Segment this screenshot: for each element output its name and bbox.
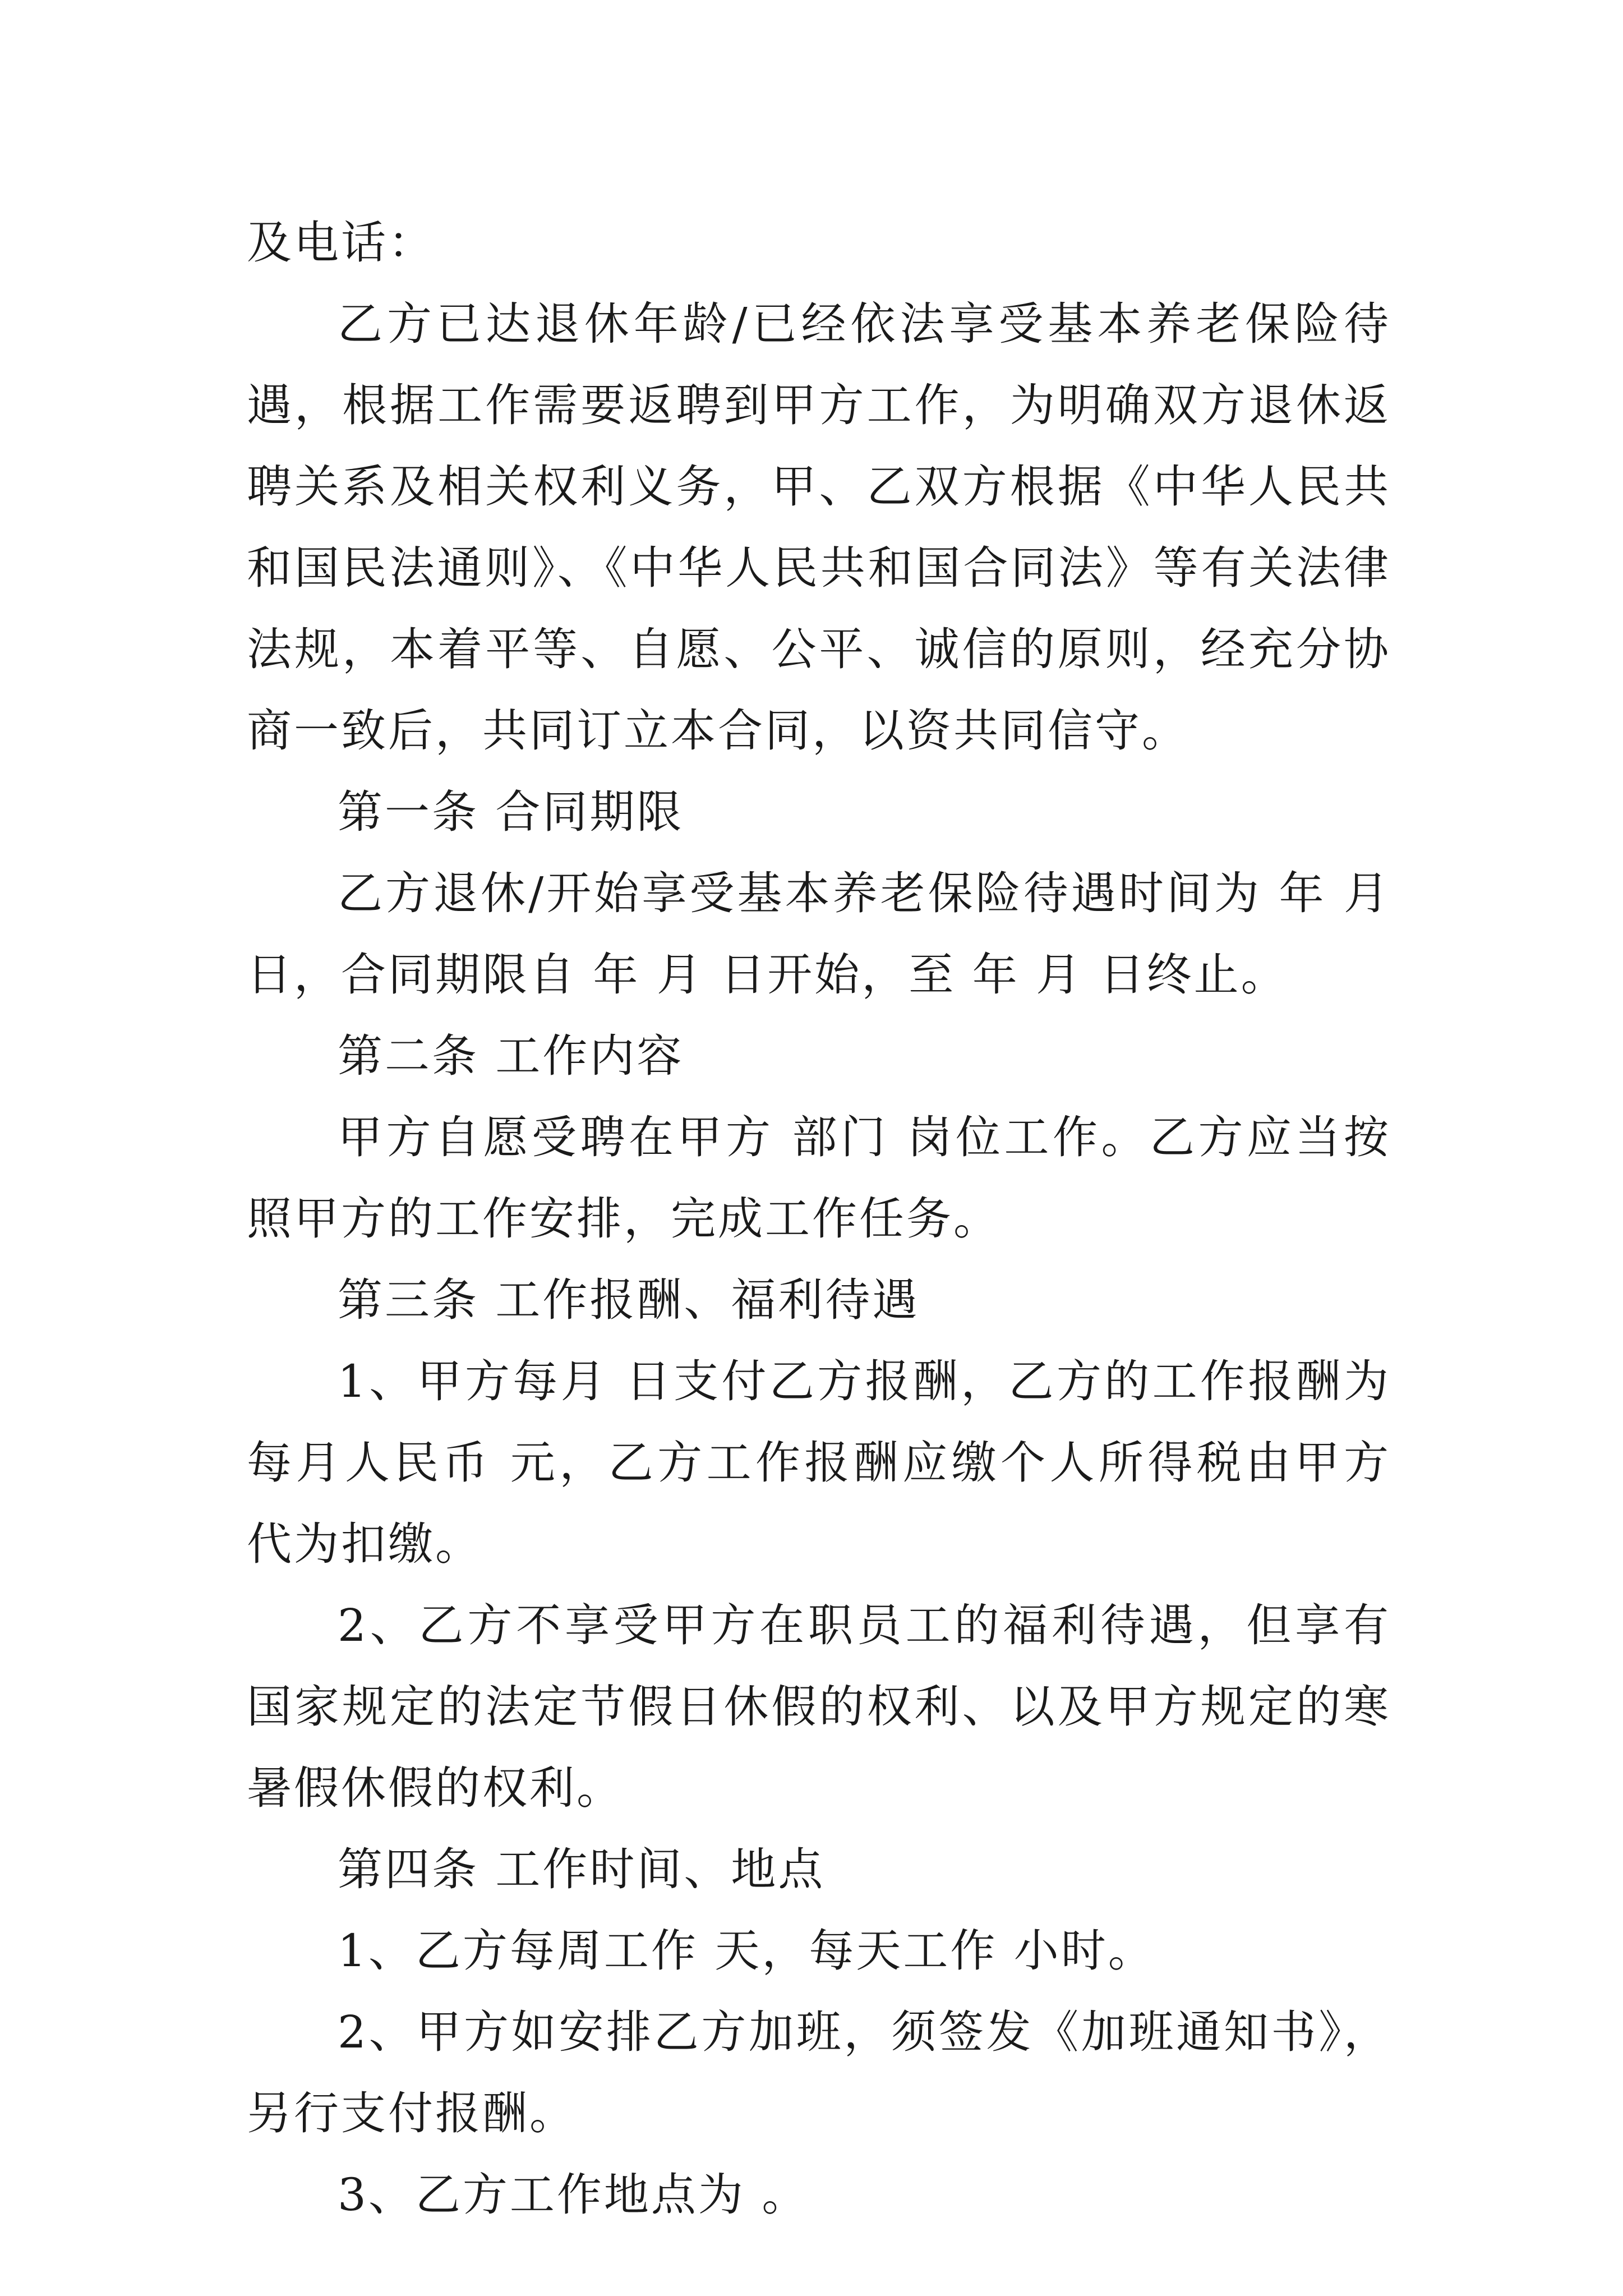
article-4-clause-3: 3、乙方工作地点为 。	[338, 2169, 809, 2221]
preamble-paragraph: 乙方已达退休年龄/已经依法享受基本养老保险待遇，根据工作需要返聘到甲方工作，为明确双方退休返聘关系及相关权利义务，甲、乙双方根据《中华人民共和国民法通则》、《中华人民共和国合同法》等有关法律法规，本着平等、自愿、公平、诚信的原则，经充分协商一致后，共同订立本合同，以资共同信守。	[247, 298, 1391, 757]
contact-line: 及电话：	[247, 217, 435, 269]
article-3-clause-2: 2、乙方不享受甲方在职员工的福利待遇，但享有国家规定的法定节假日休假的权利、以及甲方规定的寒暑假休假的权利。	[247, 1599, 1391, 1814]
article-1-heading: 第一条 合同期限	[338, 786, 684, 838]
article-4-heading: 第四条 工作时间、地点	[338, 1843, 826, 1895]
article-4-clause-2: 2、甲方如安排乙方加班，须签发《加班通知书》，另行支付报酬。	[247, 2006, 1391, 2139]
article-1-paragraph: 乙方退休/开始享受基本养老保险待遇时间为 年 月 日，合同期限自 年 月 日开始，至 年 月 日终止。	[247, 867, 1391, 1001]
article-4-clause-1: 1、乙方每周工作 天，每天工作 小时。	[338, 1925, 1155, 1977]
document-body	[247, 202, 1391, 2235]
article-3-clause-1: 1、甲方每月 日支付乙方报酬，乙方的工作报酬为每月人民币 元，乙方工作报酬应缴个人所得税由甲方代为扣缴。	[247, 1355, 1391, 1570]
article-3-heading: 第三条 工作报酬、福利待遇	[338, 1274, 920, 1326]
article-2-paragraph: 甲方自愿受聘在甲方 部门 岗位工作。乙方应当按照甲方的工作安排，完成工作任务。	[247, 1111, 1391, 1245]
article-2-heading: 第二条 工作内容	[338, 1030, 684, 1082]
